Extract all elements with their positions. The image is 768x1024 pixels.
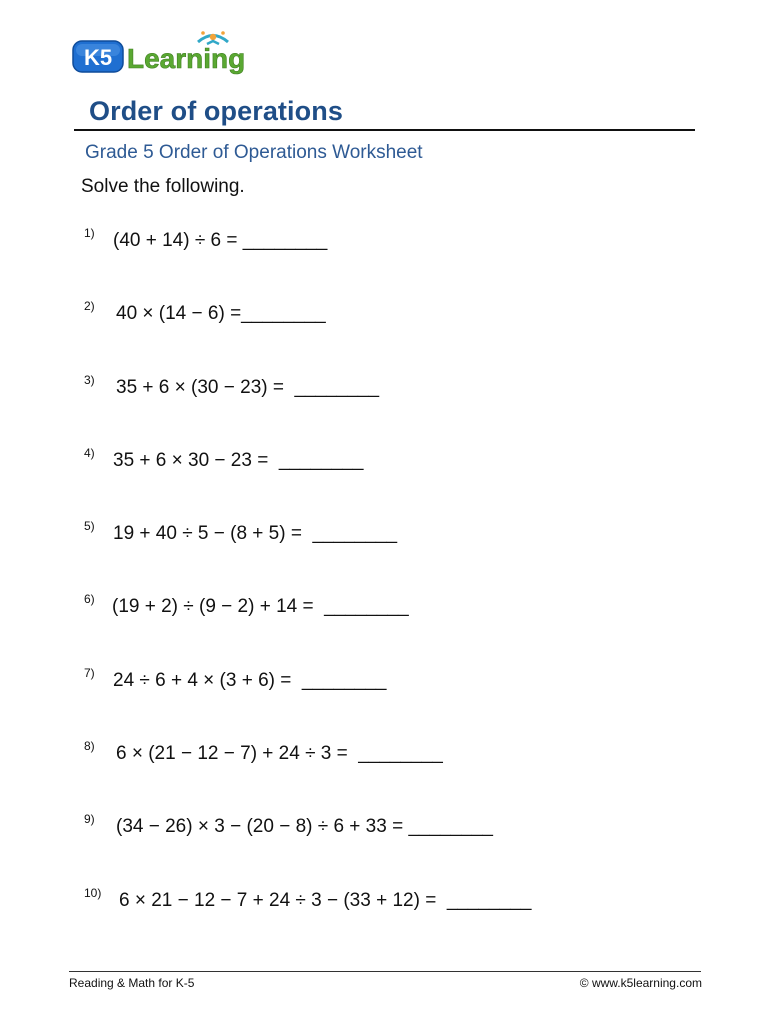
k5-learning-logo: [72, 28, 267, 80]
problem-number: 4): [84, 446, 95, 460]
instructions-text: Solve the following.: [81, 176, 245, 197]
problem-number: 5): [84, 519, 95, 533]
problem-number: 3): [84, 373, 95, 387]
footer-website-link[interactable]: © www.k5learning.com: [579, 976, 702, 990]
footer-divider: [69, 971, 701, 972]
logo-badge-text: K5: [83, 45, 113, 70]
page-title: Order of operations: [89, 96, 343, 126]
worksheet-subtitle: Grade 5 Order of Operations Worksheet: [85, 142, 423, 163]
problem-expression: 6 × 21 − 12 − 7 + 24 ÷ 3 − (33 + 12) = ________: [119, 890, 532, 911]
problem-expression: (34 − 26) × 3 − (20 − 8) ÷ 6 + 33 = ________: [116, 816, 493, 837]
problem-number: 9): [84, 812, 95, 826]
problem-expression: 40 × (14 − 6) =________: [116, 303, 326, 324]
problem-expression: 19 + 40 ÷ 5 − (8 + 5) = ________: [113, 523, 398, 544]
problem-number: 6): [84, 592, 95, 606]
problem-expression: 35 + 6 × 30 − 23 = ________: [113, 450, 364, 471]
problem-number: 7): [84, 666, 95, 680]
problem-number: 10): [84, 886, 102, 900]
problem-expression: 24 ÷ 6 + 4 × (3 + 6) = ________: [113, 670, 387, 691]
problem-number: 8): [84, 739, 95, 753]
problem-expression: 35 + 6 × (30 − 23) = ________: [116, 377, 380, 398]
logo-word-text: Learning: [127, 43, 246, 74]
problem-expression: (40 + 14) ÷ 6 = ________: [113, 230, 328, 251]
problem-expression: 6 × (21 − 12 − 7) + 24 ÷ 3 = ________: [116, 743, 443, 764]
footer-tagline: Reading & Math for K-5: [69, 976, 195, 990]
title-divider: [74, 129, 695, 131]
problem-number: 2): [84, 299, 95, 313]
problem-number: 1): [84, 226, 95, 240]
problem-expression: (19 + 2) ÷ (9 − 2) + 14 = ________: [112, 596, 409, 617]
